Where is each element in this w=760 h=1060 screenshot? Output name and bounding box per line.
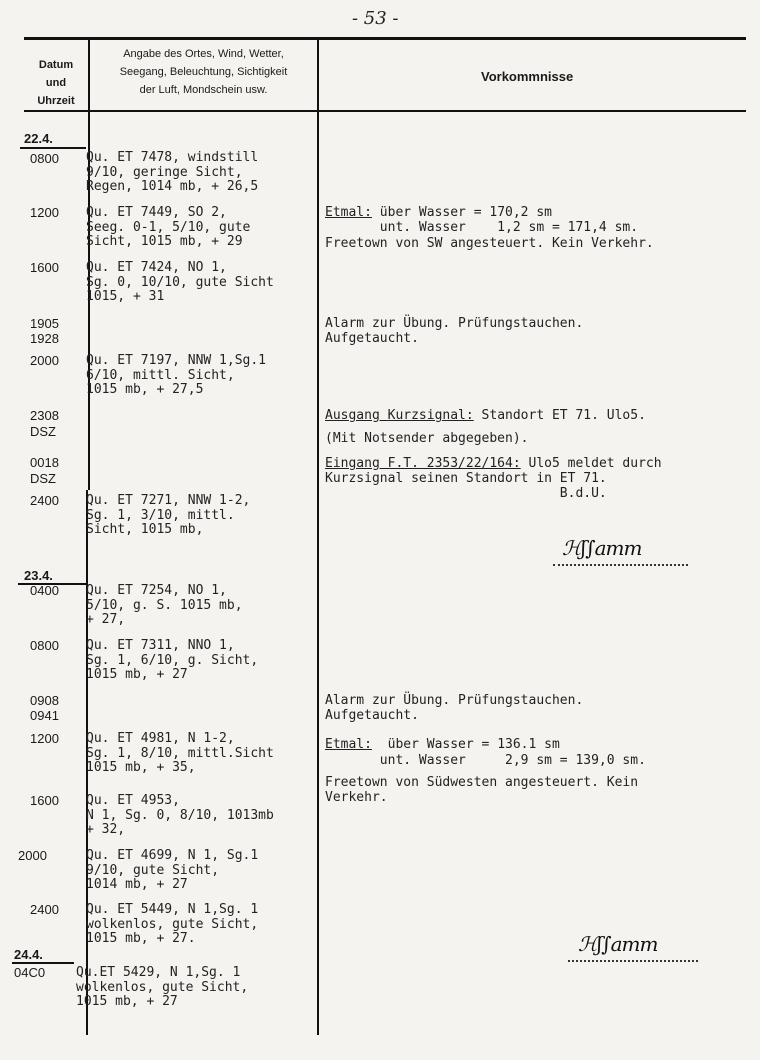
event-etmal-2-line3: Freetown von Südwesten angesteuert. Kein Verkehr. [325, 775, 639, 805]
time-cell: 2308 [30, 408, 59, 423]
event-eingang: Eingang F.T. 2353/22/164: Ulo5 meldet durch [325, 456, 662, 471]
time-cell: 0800 [30, 638, 59, 653]
event-etmal-1-line3: Freetown von SW angesteuert. Kein Verkehr. [325, 236, 654, 251]
column-divider-2 [317, 40, 319, 1035]
weather-entry: Qu. ET 7424, NO 1, Sg. 0, 10/10, gute Sicht 1015, + 31 [86, 260, 274, 304]
time-cell: 2400 [30, 902, 59, 917]
time-cell: 1600 [30, 260, 59, 275]
weather-entry: Qu.ET 5429, N 1,Sg. 1 wolkenlos, gute Sicht, 1015 mb, + 27 [76, 965, 249, 1009]
date-23-4: 23.4. [24, 568, 53, 583]
weather-entry: Qu. ET 4953, N 1, Sg. 0, 8/10, 1013mb + 32, [86, 793, 274, 837]
time-cell: 1905 [30, 316, 59, 331]
event-etmal-2: Etmal: über Wasser = 136.1 sm [325, 737, 560, 752]
time-cell: 2400 [30, 493, 59, 508]
time-cell: 0800 [30, 151, 59, 166]
time-cell: DSZ [30, 471, 56, 486]
header-datum: Datum und Uhrzeit [37, 59, 75, 107]
event-alarm-1: Alarm zur Übung. Prüfungstauchen. Aufgetaucht. [325, 316, 584, 346]
event-alarm-2: Alarm zur Übung. Prüfungstauchen. Aufgetaucht. [325, 693, 584, 723]
time-cell: 0908 [30, 693, 59, 708]
time-cell: 0941 [30, 708, 59, 723]
weather-entry: Qu. ET 7311, NNO 1, Sg. 1, 6/10, g. Sicht, 1015 mb, + 27 [86, 638, 259, 682]
signature-dots [553, 564, 688, 566]
event-etmal-1: Etmal: über Wasser = 170,2 sm [325, 205, 552, 220]
signature-2: ℋʃ∫amm [578, 932, 658, 956]
weather-entry: Qu. ET 4699, N 1, Sg.1 9/10, gute Sicht, 1014 mb, + 27 [86, 848, 259, 892]
header-angabe: Angabe des Ortes, Wind, Wetter, Seegang, Beleuchtung, Sichtigkeit der Luft, Mondschein usw. [119, 48, 288, 96]
weather-entry: Qu. ET 7197, NNW 1,Sg.1 6/10, mittl. Sicht, 1015 mb, + 27,5 [86, 353, 267, 397]
time-cell: 1200 [30, 731, 59, 746]
event-eingang-line3: B.d.U. [325, 486, 607, 501]
page-number: - 53 - [352, 8, 399, 29]
time-cell: 0400 [30, 583, 59, 598]
date-underline [12, 962, 74, 964]
time-cell: 1200 [30, 205, 59, 220]
weather-entry: Qu. ET 7478, windstill 9/10, geringe Sicht, Regen, 1014 mb, + 26,5 [86, 150, 259, 194]
event-eingang-line2: Kurzsignal seinen Standort in ET 71. [325, 471, 607, 486]
time-cell: 0018 [30, 455, 59, 470]
time-cell: DSZ [30, 424, 56, 439]
event-etmal-2-line2: unt. Wasser 2,9 sm = 139,0 sm. [325, 753, 646, 768]
signature-dots [568, 960, 698, 962]
header-bottom-rule [24, 110, 746, 112]
weather-entry: Qu. ET 7254, NO 1, 5/10, g. S. 1015 mb, + 27, [86, 583, 243, 627]
time-cell: 1600 [30, 793, 59, 808]
event-ausgang: Ausgang Kurzsignal: Standort ET 71. Ulo5. [325, 408, 646, 423]
header-top-rule [24, 37, 746, 40]
weather-entry: Qu. ET 4981, N 1-2, Sg. 1, 8/10, mittl.Sicht 1015 mb, + 35, [86, 731, 274, 775]
time-cell: 1928 [30, 331, 59, 346]
weather-entry: Qu. ET 7271, NNW 1-2, Sg. 1, 3/10, mittl. Sicht, 1015 mb, [86, 493, 251, 537]
weather-entry: Qu. ET 5449, N 1,Sg. 1 wolkenlos, gute Sicht, 1015 mb, + 27. [86, 902, 259, 946]
date-22-4: 22.4. [24, 131, 53, 146]
event-ausgang-line2: (Mit Notsender abgegeben). [325, 431, 529, 446]
date-24-4: 24.4. [14, 947, 43, 962]
header-vorkommnisse: Vorkommnisse [481, 69, 574, 84]
time-cell: 2000 [30, 353, 59, 368]
signature-1: ℋʃ∫amm [562, 536, 642, 560]
date-underline [20, 147, 86, 149]
event-etmal-1-line2: unt. Wasser 1,2 sm = 171,4 sm. [325, 220, 639, 235]
weather-entry: Qu. ET 7449, SO 2, Seeg. 0-1, 5/10, gute Sicht, 1015 mb, + 29 [86, 205, 251, 249]
time-cell: 2000 [18, 848, 47, 863]
time-cell: 04C0 [14, 965, 46, 980]
